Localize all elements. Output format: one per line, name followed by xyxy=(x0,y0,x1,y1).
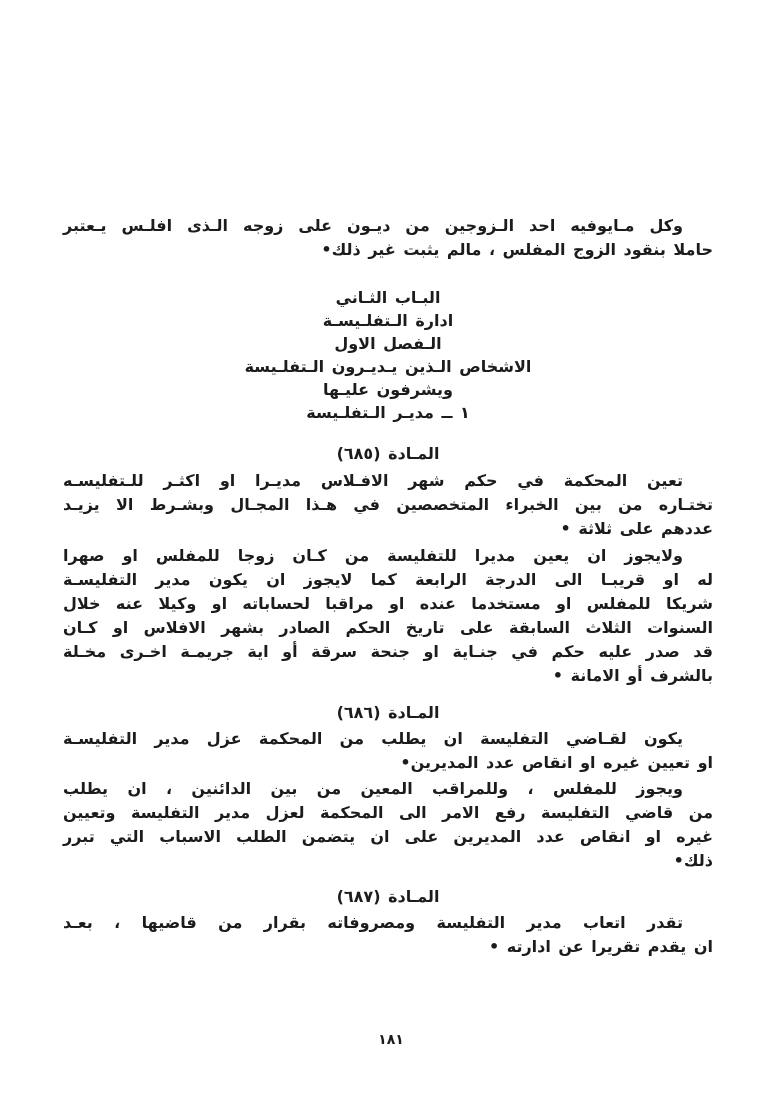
text-line: تعين المحكمة في حكم شهر الافـلاس مديـرا او اكثـر للـتفليسـه xyxy=(63,471,683,490)
text-line: تقدر اتعاب مدير التفليسة ومصروفاته بقرار من قاضيها ، بعـد xyxy=(63,913,683,932)
headings-block xyxy=(63,286,713,424)
intro-paragraph xyxy=(63,214,713,262)
text-line: تختـاره من بين الخبراء المتخصصين في هـذا المجـال وبشـرط الا يزيـد xyxy=(63,495,713,514)
article-687-paragraph-1 xyxy=(63,911,713,959)
chapter-subtitle: ادارة الـتفلـيسـة xyxy=(322,311,454,330)
section-subtitle-line-2: ويشرفون عليـها xyxy=(323,380,453,399)
page-number: ١٨١ xyxy=(378,1032,404,1048)
text-line: يكون لقـاضي التفليسة ان يطلب من المحكمة عزل مدير التفليسـة xyxy=(63,729,683,748)
chapter-title: البـاب الثـاني xyxy=(335,288,441,307)
text-line: قد صدر عليه حكم في جنـاية او جنحة سرقة أو اية جريمـة اخـرى مخـلة xyxy=(63,642,713,661)
text-block xyxy=(63,214,713,959)
article-686-heading: المـادة (٦٨٦) xyxy=(336,703,440,722)
text-line: غيره او انقاص عدد المديرين على ان يتضمن الطلب الاسباب التي تبرر xyxy=(63,827,713,846)
article-685-paragraph-2 xyxy=(63,544,713,688)
section-subtitle-line-1: الاشخاص الـذين يـديـرون الـتفلـيسة xyxy=(244,357,532,376)
article-686-paragraph-1 xyxy=(63,727,713,775)
text-line: له او قريبـا الى الدرجة الرابعة كما لايجوز ان يكون مدير التفليسـة xyxy=(63,570,713,589)
text-line: او تعيين غيره او انقاص عدد المديرين• xyxy=(400,753,713,772)
text-line: من قاضي التفليسة رفع الامر الى المحكمة لعزل مدير التفليسة وتعيين xyxy=(63,803,713,822)
text-line: شريكا للمفلس او مستخدما عنده او مراقبا لحساباته او وكيلا عنه خلال xyxy=(63,594,713,613)
text-line: وكل مـايوفيه احد الـزوجين من ديـون على زوجه الـذى افلـس يـعتبر xyxy=(63,216,683,235)
article-685-paragraph-1 xyxy=(63,469,713,541)
article-685-heading: المـادة (٦٨٥) xyxy=(336,444,440,463)
text-line: عددهم على ثلاثة • xyxy=(560,519,713,538)
text-line: بالشرف أو الامانة • xyxy=(552,666,713,685)
text-line: ولايجوز ان يعين مديرا للتفليسة من كـان زوجا للمفلس او صهرا xyxy=(63,546,683,565)
article-686-paragraph-2 xyxy=(63,777,713,873)
text-line: ويجوز للمفلس ، وللمراقب المعين من بين الدائنين ، ان يطلب xyxy=(63,779,683,798)
section-title: الـفصل الاول xyxy=(334,334,442,353)
article-687-heading: المـادة (٦٨٧) xyxy=(336,887,440,906)
text-line: السنوات الثلاث السابقة على تاريخ الحكم الصادر بشهر الافلاس او كـان xyxy=(63,618,713,637)
text-line: حاملا بنقود الزوج المفلس ، مالم يثبت غير ذلك• xyxy=(321,240,713,259)
text-line: ذلك• xyxy=(673,851,713,870)
list-item-heading: ١ ــ مديـر الـتفلـيسة xyxy=(306,403,470,422)
text-line: ان يقدم تقريرا عن ادارته • xyxy=(488,937,713,956)
